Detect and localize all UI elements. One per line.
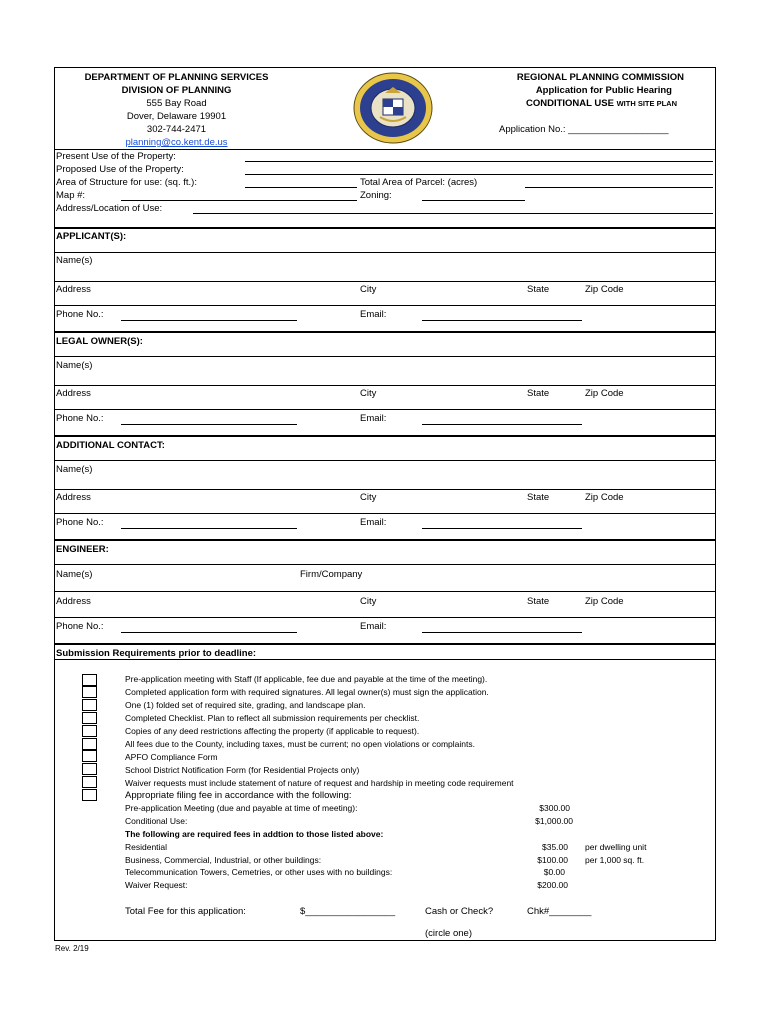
req-checkbox-9[interactable] xyxy=(82,776,97,788)
contact-heading: ADDITIONAL CONTACT: xyxy=(56,440,165,451)
area-structure-field[interactable] xyxy=(245,187,357,188)
dept-name: DEPARTMENT OF PLANNING SERVICES xyxy=(84,72,269,83)
req-item-9: Waiver requests must include statement of nature of request and hardship in meeting code requirement xyxy=(125,778,514,788)
contact-email-label: Email: xyxy=(360,517,387,528)
present-use-label: Present Use of the Property: xyxy=(56,151,176,162)
applicant-email-label: Email: xyxy=(360,309,387,320)
area-structure-label: Area of Structure for use: (sq. ft.): xyxy=(56,177,197,188)
address-location-label: Address/Location of Use: xyxy=(56,203,163,214)
fee-label-waiver: Waiver Request: xyxy=(125,880,188,890)
owner-state-label: State xyxy=(527,388,550,399)
contact-address-label: Address xyxy=(56,492,91,503)
submission-heading: Submission Requirements prior to deadline: xyxy=(56,648,257,659)
req-checkbox-4[interactable] xyxy=(82,712,97,724)
total-fee-label: Total Fee for this application: xyxy=(125,906,246,917)
engineer-firm-label: Firm/Company xyxy=(300,569,363,580)
engineer-zip-label: Zip Code xyxy=(585,596,624,607)
zoning-label: Zoning: xyxy=(360,190,392,201)
req-item-2: Completed application form with required signatures. All legal owner(s) must sign the application. xyxy=(125,687,489,697)
map-label: Map #: xyxy=(56,190,86,201)
owner-phone-label: Phone No.: xyxy=(56,413,104,424)
revision-label: Rev. 2/19 xyxy=(55,944,89,953)
fee-amount-business: $100.00 xyxy=(537,855,568,865)
owner-phone-field[interactable] xyxy=(121,424,297,425)
req-checkbox-3[interactable] xyxy=(82,699,97,711)
division-name: DIVISION OF PLANNING xyxy=(121,85,232,96)
owner-city-label: City xyxy=(360,388,377,399)
applicant-city-label: City xyxy=(360,284,377,295)
req-checkbox-1[interactable] xyxy=(82,674,97,686)
contact-phone-label: Phone No.: xyxy=(56,517,104,528)
req-item-4: Completed Checklist. Plan to reflect all submission requirements per checklist. xyxy=(125,713,420,723)
circle-one-note: (circle one) xyxy=(425,928,472,939)
engineer-state-label: State xyxy=(527,596,550,607)
req-checkbox-8[interactable] xyxy=(82,763,97,775)
req-checkbox-5[interactable] xyxy=(82,725,97,737)
zoning-field[interactable] xyxy=(422,200,525,201)
filing-fee-heading: Appropriate filing fee in accordance with the following: xyxy=(125,790,352,801)
address-location-field[interactable] xyxy=(193,213,713,214)
additional-fees-heading: The following are required fees in addtion to those listed above: xyxy=(125,829,384,839)
fee-label-telecom: Telecommunication Towers, Cemetries, or other uses with no buildings: xyxy=(125,867,393,877)
engineer-heading: ENGINEER: xyxy=(56,544,109,555)
req-checkbox-6[interactable] xyxy=(82,738,97,750)
engineer-phone-label: Phone No.: xyxy=(56,621,104,632)
phone-number: 302-744-2471 xyxy=(146,124,207,135)
street-address: 555 Bay Road xyxy=(146,98,207,109)
fee-label-business: Business, Commercial, Industrial, or other buildings: xyxy=(125,855,322,865)
contact-zip-label: Zip Code xyxy=(585,492,624,503)
applicant-address-label: Address xyxy=(56,284,91,295)
total-fee-field[interactable]: $_________________ xyxy=(300,906,396,917)
engineer-email-label: Email: xyxy=(360,621,387,632)
check-number-field[interactable]: Chk#________ xyxy=(527,906,592,917)
req-item-3: One (1) folded set of required site, grading, and landscape plan. xyxy=(125,700,366,710)
fee-amount-preapp: $300.00 xyxy=(539,803,570,813)
commission-name: REGIONAL PLANNING COMMISSION xyxy=(516,72,684,83)
req-item-7: APFO Compliance Form xyxy=(125,752,218,762)
fee-label-preapp: Pre-application Meeting (due and payable at time of meeting): xyxy=(125,803,358,813)
req-item-8: School District Notification Form (for Residential Projects only) xyxy=(125,765,360,775)
cash-or-check[interactable]: Cash or Check? xyxy=(425,906,494,917)
applicant-state-label: State xyxy=(527,284,550,295)
owner-email-label: Email: xyxy=(360,413,387,424)
application-title: Application for Public Hearing xyxy=(535,85,672,96)
fee-amount-conditional: $1,000.00 xyxy=(535,816,573,826)
owners-heading: LEGAL OWNER(S): xyxy=(56,336,143,347)
fee-amount-waiver: $200.00 xyxy=(537,880,568,890)
engineer-names-label: Name(s) xyxy=(56,569,93,580)
proposed-use-field[interactable] xyxy=(245,174,713,175)
fee-amount-telecom: $0.00 xyxy=(543,867,565,877)
req-item-5: Copies of any deed restrictions affecting the property (if applicable to request). xyxy=(125,726,420,736)
city-address: Dover, Delaware 19901 xyxy=(126,111,227,122)
owner-zip-label: Zip Code xyxy=(585,388,624,399)
owner-names-label: Name(s) xyxy=(56,360,93,371)
applicant-names-label: Name(s) xyxy=(56,255,93,266)
map-field[interactable] xyxy=(121,200,357,201)
req-checkbox-10[interactable] xyxy=(82,789,97,801)
application-type-small: WITH SITE PLAN xyxy=(616,99,677,108)
proposed-use-label: Proposed Use of the Property: xyxy=(56,164,184,175)
contact-email-field[interactable] xyxy=(422,528,582,529)
fee-amount-residential: $35.00 xyxy=(542,842,568,852)
req-checkbox-7[interactable] xyxy=(82,750,97,762)
engineer-phone-field[interactable] xyxy=(121,632,297,633)
present-use-field[interactable] xyxy=(245,161,713,162)
application-type xyxy=(420,98,677,109)
engineer-city-label: City xyxy=(360,596,377,607)
req-item-1: Pre-application meeting with Staff (If applicable, fee due and payable at the time of the meeting). xyxy=(125,674,488,684)
applicant-zip-label: Zip Code xyxy=(585,284,624,295)
fee-note-business: per 1,000 sq. ft. xyxy=(585,855,645,865)
fee-label-conditional: Conditional Use: xyxy=(125,816,188,826)
fee-note-residential: per dwelling unit xyxy=(585,842,647,852)
applicants-heading: APPLICANT(S): xyxy=(56,231,127,242)
owner-address-label: Address xyxy=(56,388,91,399)
application-number-field[interactable]: Application No.: ___________________ xyxy=(499,124,669,135)
req-item-6: All fees due to the County, including taxes, must be current; no open violations or complaints. xyxy=(125,739,475,749)
application-type-main: CONDITIONAL USE xyxy=(525,98,614,109)
fee-label-residential: Residential xyxy=(125,842,168,852)
contact-city-label: City xyxy=(360,492,377,503)
applicant-phone-field[interactable] xyxy=(121,320,297,321)
engineer-email-field[interactable] xyxy=(422,632,582,633)
email-link[interactable]: planning@co.kent.de.us xyxy=(125,137,228,147)
applicant-email-field[interactable] xyxy=(422,320,582,321)
contact-state-label: State xyxy=(527,492,550,503)
owner-email-field[interactable] xyxy=(422,424,582,425)
engineer-address-label: Address xyxy=(56,596,91,607)
total-area-label: Total Area of Parcel: (acres) xyxy=(360,177,478,188)
req-checkbox-2[interactable] xyxy=(82,686,97,698)
contact-names-label: Name(s) xyxy=(56,464,93,475)
contact-phone-field[interactable] xyxy=(121,528,297,529)
total-area-field[interactable] xyxy=(525,187,713,188)
applicant-phone-label: Phone No.: xyxy=(56,309,104,320)
